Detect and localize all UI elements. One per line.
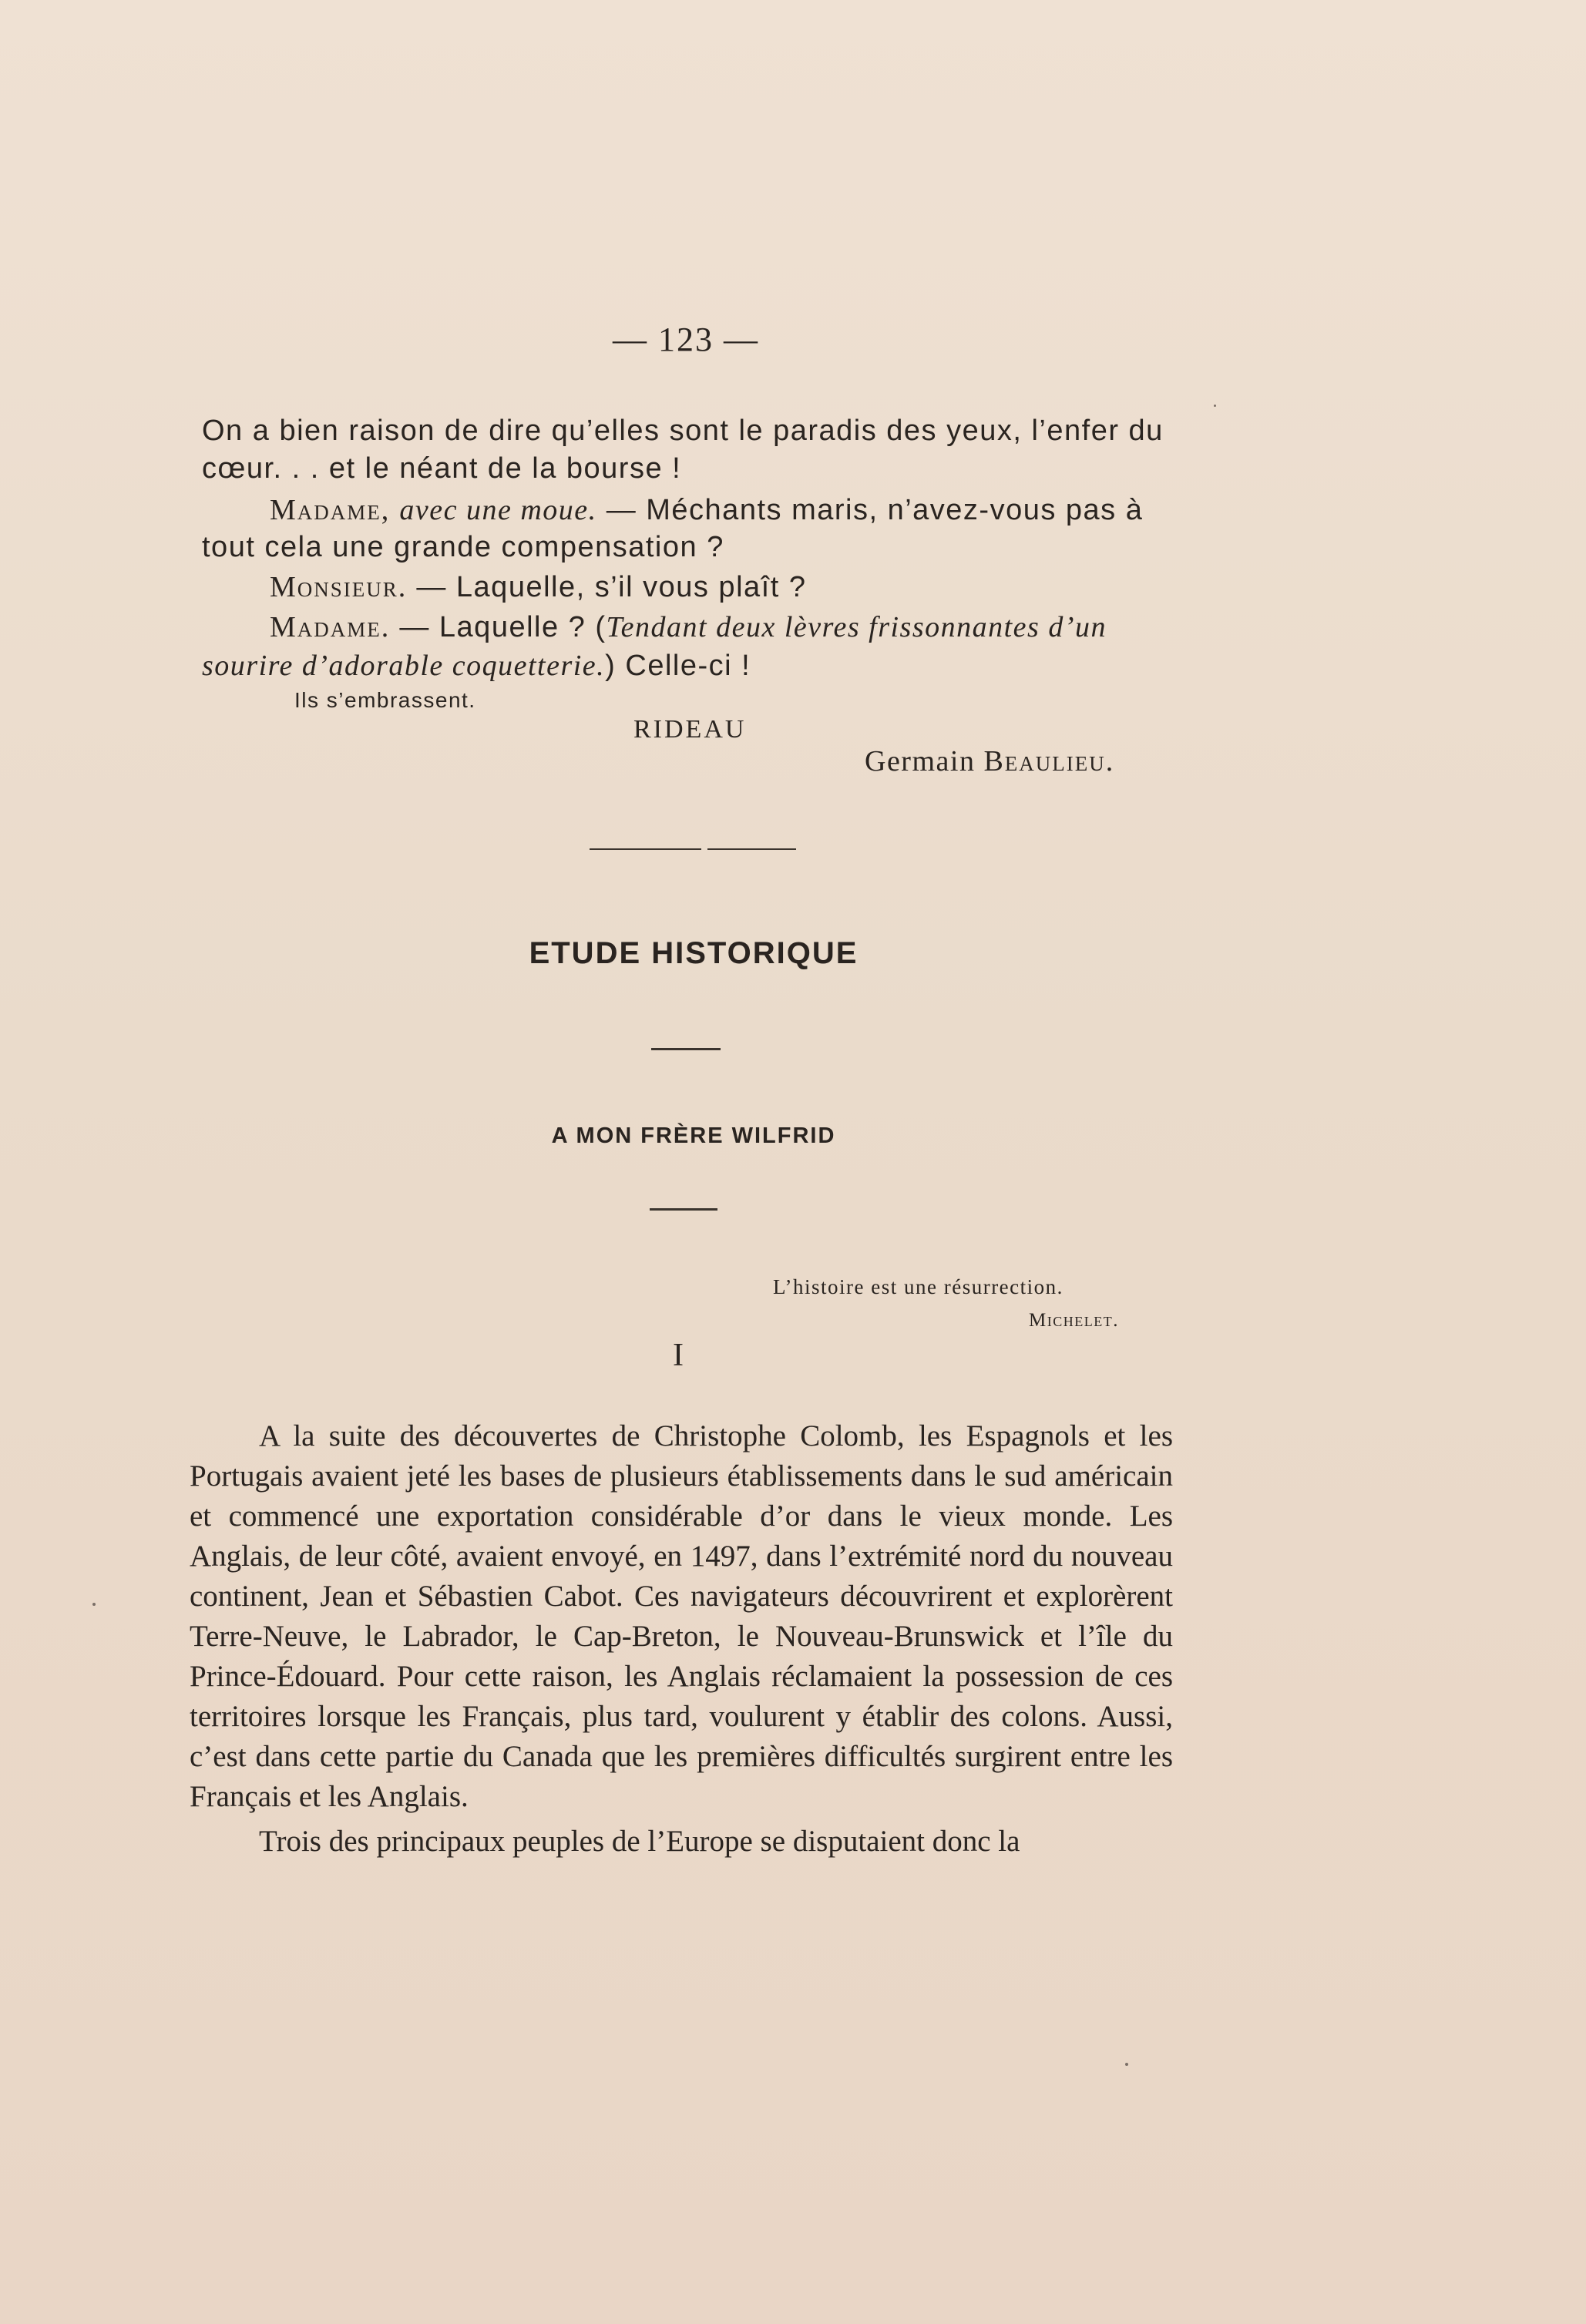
stage-direction: sourire d’adorable coquetterie.	[202, 650, 606, 682]
paragraph: Trois des principaux peuples de l’Europe se disputaient donc la	[259, 1825, 1020, 1858]
title-rule	[651, 1048, 721, 1050]
paper-speck	[1214, 405, 1216, 407]
dialogue-madame-1	[270, 492, 1272, 529]
paragraph: A la suite des découvertes de Christophe Colomb, les Espagnols et les Portugais avaient jeté les bases de plusieurs établissements dans le sud américain et commencé une exportation considérable d’or dans le vieux monde. Les Anglais, de leur côté, avaient envoyé, en 1497, dans l’extrémité nord du nouveau continent, Jean et Sébastien Cabot. Ces navigateurs découvrirent et explorèrent Terre-Neuve, le Labrador, le Cap-Breton, le Nouveau-Brunswick et l’île du Prince-Édouard. Pour cette raison, les Anglais réclamaient la possession de ces territoires lorsque les Français, plus tard, voulurent y établir des colons. Aussi, c’est dans cette partie du Canada que les premières difficultés surgirent entre les Français et les Anglais.	[190, 1419, 1173, 1813]
speech: — Laquelle ?	[399, 611, 586, 643]
dialogue-madame-2-cont: sourire d’adorable coquetterie.) Celle-ci !	[202, 650, 751, 682]
speech: Celle-ci !	[625, 650, 751, 682]
dedication: A MON FRÈRE WILFRID	[551, 1123, 836, 1148]
dialogue-line: cœur. . . et le néant de la bourse !	[202, 452, 682, 485]
dedication-rule	[650, 1208, 717, 1211]
stage-direction: Tendant deux lèvres frissonnantes d’un	[606, 611, 1107, 643]
separator-rule	[590, 848, 701, 850]
speaker-monsieur: Monsieur.	[270, 571, 408, 603]
paper-speck	[92, 1603, 96, 1606]
page-number: — 123 —	[613, 321, 759, 358]
stage-direction-embrace: Ils s’embrassent.	[294, 688, 476, 712]
dialogue-line: On a bien raison de dire qu’elles sont le paradis des yeux, l’enfer du	[202, 415, 1164, 447]
signature-first-name: Germain	[865, 745, 976, 777]
dialogue-line: tout cela une grande compensation ?	[202, 531, 724, 563]
epigraph-author: Michelet.	[1029, 1310, 1119, 1331]
dialogue-monsieur	[270, 569, 1272, 606]
signature-last-name: Beaulieu.	[983, 745, 1115, 777]
section-title: ETUDE HISTORIQUE	[529, 936, 859, 970]
signature	[865, 744, 1114, 778]
chapter-number: I	[673, 1338, 684, 1373]
epigraph-quote: L’histoire est une résurrection.	[773, 1275, 1063, 1298]
body-text	[190, 1416, 1173, 1862]
separator-rule	[707, 848, 796, 850]
speaker-madame: Madame,	[270, 494, 391, 526]
speaker-madame: Madame.	[270, 611, 391, 643]
curtain-label: RIDEAU	[633, 715, 747, 744]
speech: — Méchants maris, n’avez-vous pas à	[606, 494, 1144, 526]
dialogue-madame-2: Madame. — Laquelle ? (Tendant deux lèvres frissonnantes d’un	[270, 611, 1107, 643]
speech: — Laquelle, s’il vous plaît ?	[416, 571, 807, 603]
paper-speck	[1125, 2063, 1128, 2066]
stage-direction: avec une moue.	[399, 494, 597, 526]
